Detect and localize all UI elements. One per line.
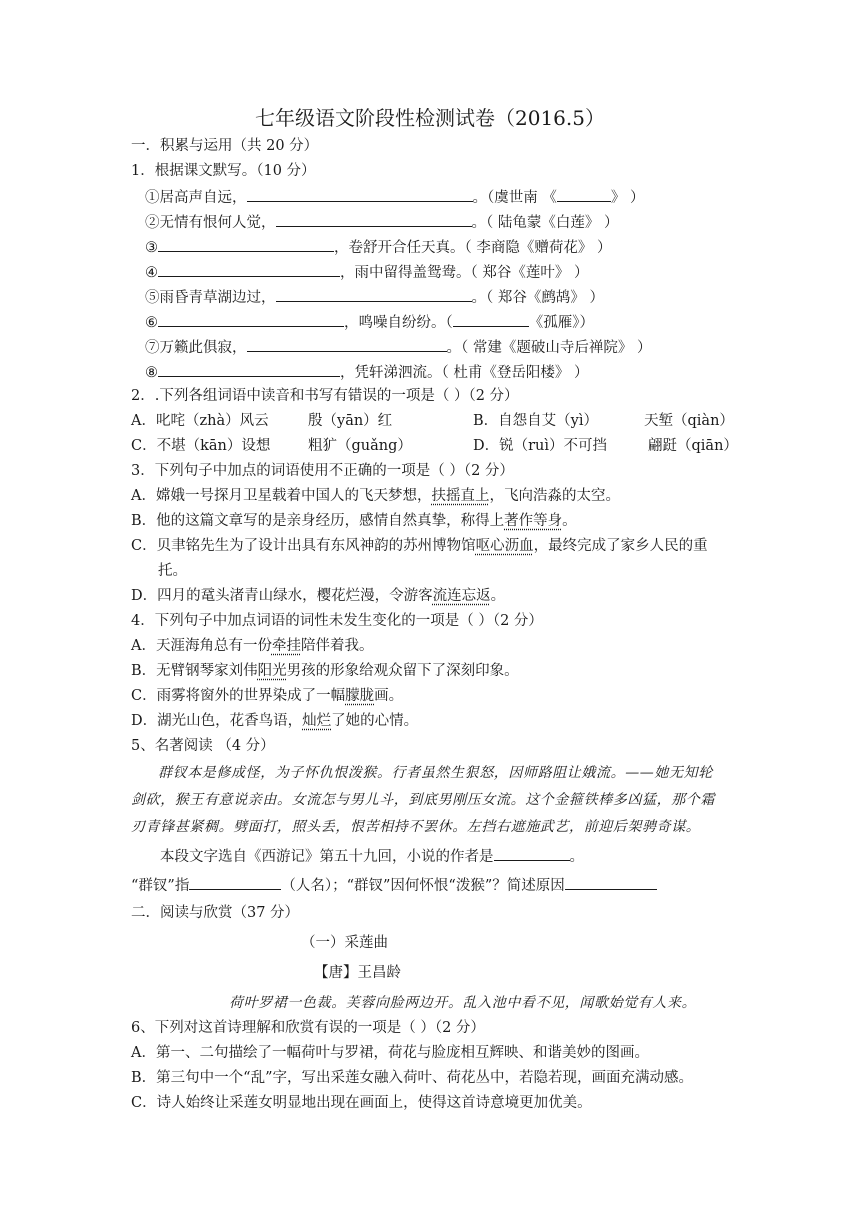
q1-item-6-post: 《孤雁》） [528, 315, 594, 331]
q1-item-8-pre: ⑧ [145, 365, 158, 381]
answer-blank[interactable] [158, 261, 340, 277]
q2-option-d1: D．锐（ruì）不可挡 [473, 438, 608, 454]
q5-passage-line-2: 剑砍，猴王有意说亲由。女流怎与男儿斗，到底男刚压女流。这个金箍铁棒多凶猛，那个霜 [131, 792, 715, 808]
answer-blank[interactable] [565, 874, 657, 890]
q5-line-2 [131, 874, 657, 896]
q3-c-post: ，最终完成了家乡人民的重 [533, 538, 708, 554]
q1-item-6-mid: ，鸣噪自纷纷。（ [344, 315, 453, 331]
q4-stem: 4．下列句子中加点词语的词性未发生变化的一项是（ ）（2 分） [131, 613, 543, 629]
q3-a-post: ，飞向浩淼的太空。 [489, 488, 620, 504]
q3-option-d [131, 586, 505, 606]
q4-d-post: 了她的心情。 [331, 713, 419, 729]
q3-c-dotted-word: 呕心沥血 [475, 538, 534, 554]
q5-line-2-b: （人名）；“群钗”因何怀恨“泼猴”？简述原因 [281, 878, 565, 894]
q1-item-6-pre: ⑥ [145, 315, 158, 331]
answer-blank[interactable] [189, 874, 281, 890]
answer-blank[interactable] [158, 236, 334, 252]
q1-item-1-mid: 。（虞世南 《 [472, 190, 557, 206]
q3-option-a [131, 486, 620, 506]
q2-option-b1: B．自怨自艾（yì） [473, 413, 598, 429]
q4-b-pre: B．无臂钢琴家刘伟 [131, 663, 258, 679]
q6-option-a: A．第一、二句描绘了一幅荷叶与罗裙，荷花与脸庞相互辉映、和谐美妙的图画。 [131, 1045, 649, 1061]
q4-option-d [131, 711, 418, 731]
q4-c-pre: C．雨雾将窗外的世界染成了一幅 [131, 688, 346, 704]
answer-blank[interactable] [247, 336, 447, 352]
q5-stem: 5、名著阅读 （4 分） [131, 738, 275, 754]
q3-stem: 3．下列句子中加点的词语使用不正确的一项是（ ）（2 分） [131, 463, 514, 479]
poem-text: 荷叶罗裙一色裁。芙蓉向脸两边开。乱入池中看不见，闻歌始觉有人来。 [229, 995, 697, 1011]
q3-option-c-cont: 托。 [158, 563, 187, 579]
q4-option-b [131, 661, 519, 681]
q1-item-2-post: 。（ 陆龟蒙《白莲》 ） [471, 215, 619, 231]
q1-item-4 [145, 261, 588, 283]
q5-passage-line-1: 群钗本是修成怪，为子怀仇恨泼猴。行者虽然生狠怒，因师路阻让娥流。——她无知轮 [158, 765, 713, 781]
q1-item-4-post: ，雨中留得盖鸳鸯。（ 郑谷《莲叶》 ） [340, 265, 589, 281]
q4-b-dotted-word: 阳光 [257, 663, 287, 679]
q3-a-dotted-word: 扶摇直上 [431, 488, 490, 504]
q3-c-pre: C．贝聿铭先生为了设计出具有东风神韵的苏州博物馆 [131, 538, 476, 554]
q3-d-dotted-word: 流连忘返 [432, 588, 491, 604]
q4-a-dotted-word: 牵挂 [271, 638, 301, 654]
poem-author: 【唐】王昌龄 [314, 965, 401, 981]
answer-blank[interactable] [276, 211, 472, 227]
q2-option-a2: 殷（yān）红 [308, 413, 393, 429]
q3-option-c [131, 536, 708, 556]
q4-d-pre: D．湖光山色，花香鸟语， [131, 713, 303, 729]
section-heading-2: 二．阅读与欣赏（37 分） [131, 905, 300, 921]
q1-item-5 [145, 286, 604, 308]
q1-item-7-post: 。（ 常建《题破山寺后禅院》 ） [446, 340, 652, 356]
q3-a-pre: A．嫦娥一号探月卫星载着中国人的飞天梦想， [131, 488, 432, 504]
answer-blank[interactable] [557, 186, 611, 202]
q4-c-post: 画。 [374, 688, 404, 704]
poem-heading: （一）采莲曲 [301, 935, 388, 951]
q2-option-a1: A．叱咤（zhà）风云 [131, 413, 269, 429]
q5-line-2-a: “群钗”指 [131, 878, 190, 894]
q4-a-post: 陪伴着我。 [300, 638, 374, 654]
answer-blank[interactable] [453, 311, 529, 327]
q3-b-pre: B．他的这篇文章写的是亲身经历，感情自然真挚，称得上 [131, 513, 505, 529]
q1-item-8-post: ，凭轩涕泗流。（ 杜甫《登岳阳楼》 ） [340, 365, 589, 381]
q3-d-pre: D．四月的鼋头渚青山绿水，樱花烂漫，令游客 [131, 588, 433, 604]
q4-b-post: 男孩的形象给观众留下了深刻印象。 [286, 663, 519, 679]
answer-blank[interactable] [158, 361, 340, 377]
q1-item-2 [145, 211, 618, 233]
q1-item-2-pre: ②无情有恨何人觉， [145, 215, 276, 231]
q3-option-b [131, 511, 577, 531]
q4-c-dotted-word: 朦胧 [345, 688, 375, 704]
q2-option-c2: 粗犷（guǎng） [308, 438, 412, 454]
q1-item-3 [145, 236, 611, 258]
q1-item-5-post: 。（ 郑谷《鹧鸪》 ） [471, 290, 604, 306]
q1-item-6 [145, 311, 594, 333]
q1-item-3-pre: ③ [145, 240, 158, 256]
q1-item-8 [145, 361, 588, 383]
q4-option-c [131, 686, 403, 706]
q4-a-pre: A．天涯海角总有一份 [131, 638, 272, 654]
q5-line-1-text: 本段文字选自《西游记》第五十九回，小说的作者是 [160, 849, 494, 865]
q5-line-1 [160, 845, 584, 867]
q1-item-1-pre: ①居高声自远， [145, 190, 247, 206]
q1-item-4-pre: ④ [145, 265, 158, 281]
section-heading-1: 一．积累与运用（共 20 分） [131, 138, 319, 154]
q1-item-7 [145, 336, 651, 358]
q1-item-5-pre: ⑤雨昏青草湖边过， [145, 290, 276, 306]
q4-option-a [131, 636, 373, 656]
page-title: 七年级语文阶段性检测试卷（2016.5） [255, 106, 605, 130]
answer-blank[interactable] [158, 311, 344, 327]
q5-passage-line-3: 刃青锋甚紧稠。劈面打，照头丢，恨苦相持不罢休。左挡右遮施武艺，前迎后架骋奇谋。 [131, 819, 701, 835]
answer-blank[interactable] [247, 186, 473, 202]
q3-b-dotted-word: 著作等身 [504, 513, 563, 529]
q3-b-post: 。 [562, 513, 577, 529]
q2-option-c1: C．不堪（kān）设想 [131, 438, 271, 454]
q1-item-1-post: 》 ） [610, 190, 645, 206]
answer-blank[interactable] [494, 845, 570, 861]
q4-d-dotted-word: 灿烂 [302, 713, 332, 729]
q2-option-d2: 翩跹（qiān） [648, 438, 738, 454]
q1-item-7-pre: ⑦万籁此俱寂， [145, 340, 247, 356]
q1-stem: 1．根据课文默写。（10 分） [131, 163, 316, 179]
q3-d-post: 。 [490, 588, 506, 604]
q6-stem: 6、下列对这首诗理解和欣赏有误的一项是（ ）（2 分） [131, 1020, 485, 1036]
q6-option-c: C．诗人始终让采莲女明显地出现在画面上，使得这首诗意境更加优美。 [131, 1095, 592, 1111]
q2-option-b2: 天堑（qiàn） [644, 413, 734, 429]
q6-option-b: B．第三句中一个“乱”字，写出采莲女融入荷叶、荷花丛中，若隐若现，画面充满动感。 [131, 1070, 693, 1086]
q2-stem: 2．.下列各组词语中读音和书写有错误的一项是（ ）（2 分） [131, 388, 519, 404]
q1-item-1 [145, 186, 644, 208]
answer-blank[interactable] [276, 286, 472, 302]
q5-line-1-end: 。 [569, 849, 584, 865]
q1-item-3-post: ，卷舒开合任天真。（ 李商隐《赠荷花》 ） [334, 240, 612, 256]
